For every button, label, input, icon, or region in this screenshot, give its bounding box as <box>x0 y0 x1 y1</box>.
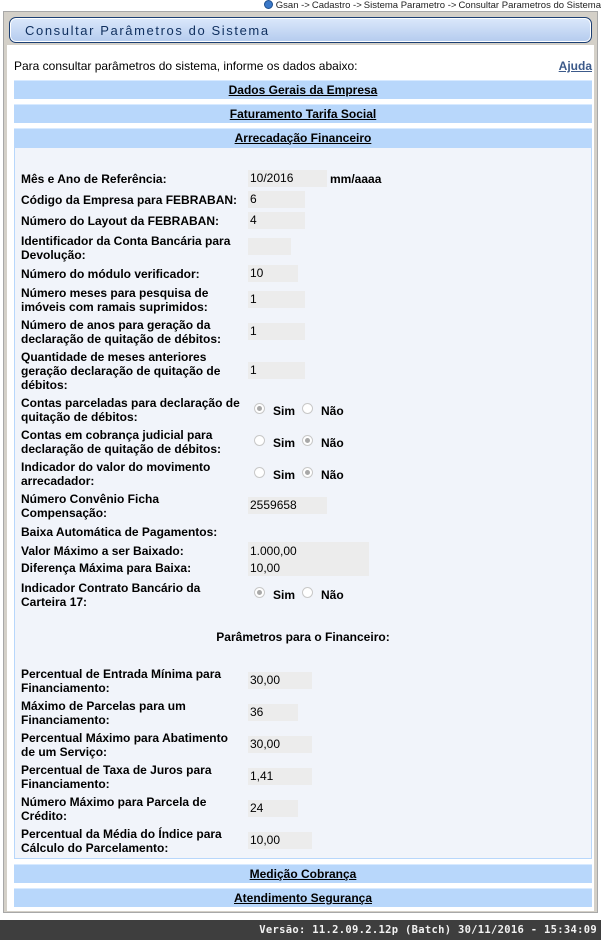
mes-ano-field[interactable]: 10/2016 <box>248 170 327 187</box>
convenio-label <box>21 492 159 520</box>
label-line: Financiamento: <box>21 713 110 727</box>
arrecadacao-panel <box>14 147 592 859</box>
breadcrumb-separator: -> <box>353 0 362 11</box>
parcela-credito-field[interactable]: 24 <box>248 800 298 817</box>
label-line: declaração de quitação de débitos: <box>21 332 222 346</box>
baixa-automatica-label: Baixa Automática de Pagamentos: <box>21 525 218 539</box>
label-line: Quantidade de meses anteriores <box>21 350 207 364</box>
section-arrecadacao[interactable]: Arrecadação Financeiro <box>14 128 592 147</box>
section-dados-gerais[interactable]: Dados Gerais da Empresa <box>14 80 592 99</box>
version-footer: Versão: 11.2.09.2.12p (Batch) 30/11/2016 - 15:34:09 <box>0 920 601 940</box>
modulo-label: Número do módulo verificador: <box>21 267 200 281</box>
home-icon[interactable] <box>264 0 273 9</box>
label-line: Indicador Contrato Bancário da <box>21 581 201 595</box>
label-line: quitação de débitos: <box>21 410 138 424</box>
label-line: Crédito: <box>21 809 67 823</box>
label-line: Percentual de Taxa de Juros para <box>21 763 212 777</box>
label-line: declaração de quitação de débitos: <box>21 442 222 456</box>
financeiro-heading: Parâmetros para o Financeiro: <box>216 630 390 644</box>
max-parcelas-label <box>21 699 186 727</box>
contas-cobranca-label <box>21 428 221 456</box>
contas-parceladas-nao-radio[interactable] <box>302 403 313 414</box>
label-line: de um Serviço: <box>21 745 108 759</box>
indicador-movimento-sim-radio[interactable] <box>254 467 265 478</box>
radio-label-nao: Não <box>321 588 344 602</box>
radio-label-nao: Não <box>321 436 344 450</box>
indicador-movimento-nao-radio[interactable] <box>302 467 313 478</box>
radio-label-sim: Sim <box>273 468 296 482</box>
label-line: Percentual Máximo para Abatimento <box>21 731 228 745</box>
breadcrumb-item-gsan[interactable]: Gsan <box>275 0 299 11</box>
label-line: Percentual de Entrada Mínima para <box>21 667 222 681</box>
contrato-carteira-label <box>21 581 200 609</box>
contas-parceladas-label <box>21 396 240 424</box>
label-line: Contas parceladas para declaração de <box>21 396 240 410</box>
contrato-carteira-nao-radio[interactable] <box>302 587 313 598</box>
main-content <box>7 45 594 911</box>
label-line: Financiamento: <box>21 777 110 791</box>
breadcrumb-separator: -> <box>447 0 457 11</box>
label-line: Número Máximo para Parcela de <box>21 795 207 809</box>
codigo-empresa-label: Código da Empresa para FEBRABAN: <box>21 193 238 207</box>
radio-label-nao: Não <box>321 468 344 482</box>
convenio-field[interactable]: 2559658 <box>248 497 327 514</box>
conta-devolucao-field[interactable] <box>248 238 291 255</box>
diferenca-maxima-label: Diferença Máxima para Baixa: <box>21 561 192 575</box>
radio-label-nao: Não <box>321 404 344 418</box>
meses-pesquisa-field[interactable]: 1 <box>248 291 305 308</box>
codigo-empresa-field[interactable]: 6 <box>248 191 305 208</box>
juros-label <box>21 763 212 791</box>
abatimento-field[interactable]: 30,00 <box>248 736 312 753</box>
label-line: Número Convênio Ficha <box>21 492 160 506</box>
meses-anteriores-field[interactable]: 1 <box>248 362 305 379</box>
mes-ano-label: Mês e Ano de Referência: <box>21 172 167 186</box>
label-line: Carteira 17: <box>21 595 88 609</box>
media-indice-label <box>21 827 222 855</box>
anos-quitacao-field[interactable]: 1 <box>248 323 305 340</box>
contas-cobranca-nao-radio[interactable] <box>302 435 313 446</box>
page-title-box <box>9 17 592 43</box>
anos-quitacao-label <box>21 318 221 346</box>
label-line: Número de anos para geração da <box>21 318 211 332</box>
breadcrumb-item-sistema-parametro[interactable]: Sistema Parametro <box>363 0 446 11</box>
intro-text: Para consultar parâmetros do sistema, informe os dados abaixo: <box>14 59 358 73</box>
breadcrumb-item-cadastro[interactable]: Cadastro <box>311 0 351 11</box>
radio-label-sim: Sim <box>273 436 296 450</box>
media-indice-field[interactable]: 10,00 <box>248 832 312 849</box>
label-line: Devolução: <box>21 248 86 262</box>
mes-ano-unit: mm/aaaa <box>330 172 382 186</box>
label-line: Número meses para pesquisa de <box>21 286 209 300</box>
label-line: Percentual da Média do Índice para <box>21 827 222 841</box>
meses-pesquisa-label <box>21 286 208 314</box>
layout-label: Número do Layout da FEBRABAN: <box>21 214 219 228</box>
label-line: Compensação: <box>21 506 108 520</box>
contrato-carteira-sim-radio[interactable] <box>254 587 265 598</box>
breadcrumb-item-current: Consultar Parametros do Sistema <box>458 0 601 11</box>
help-link[interactable]: Ajuda <box>558 59 592 73</box>
indicador-movimento-label <box>21 460 210 488</box>
contas-parceladas-sim-radio[interactable] <box>254 403 265 414</box>
section-atendimento[interactable]: Atendimento Segurança <box>14 888 592 907</box>
label-line: arrecadador: <box>21 474 95 488</box>
label-line: débitos: <box>21 378 68 392</box>
section-faturamento[interactable]: Faturamento Tarifa Social <box>14 104 592 123</box>
label-line: Indicador do valor do movimento <box>21 460 211 474</box>
max-parcelas-field[interactable]: 36 <box>248 704 298 721</box>
label-line: Identificador da Conta Bancária para <box>21 234 231 248</box>
entrada-minima-field[interactable]: 30,00 <box>248 672 312 689</box>
label-line: Financiamento: <box>21 681 110 695</box>
parcela-credito-label <box>21 795 206 823</box>
radio-label-sim: Sim <box>273 588 296 602</box>
abatimento-label <box>21 731 228 759</box>
valor-maximo-label: Valor Máximo a ser Baixado: <box>21 544 184 558</box>
label-line: Contas em cobrança judicial para <box>21 428 213 442</box>
contas-cobranca-sim-radio[interactable] <box>254 435 265 446</box>
meses-anteriores-label <box>21 350 220 392</box>
page-title: Consultar Parâmetros do Sistema <box>25 23 270 38</box>
entrada-minima-label <box>21 667 221 695</box>
label-line: Cálculo do Parcelamento: <box>21 841 169 855</box>
label-line: Máximo de Parcelas para um <box>21 699 186 713</box>
section-medicao[interactable]: Medição Cobrança <box>14 864 592 883</box>
juros-field[interactable]: 1,41 <box>248 768 312 785</box>
modulo-field[interactable]: 10 <box>248 265 298 282</box>
layout-field[interactable]: 4 <box>248 212 305 229</box>
diferenca-maxima-field[interactable]: 10,00 <box>250 561 281 575</box>
breadcrumb-separator: -> <box>301 0 310 11</box>
label-line: imóveis com ramais suprimidos: <box>21 300 208 314</box>
valor-maximo-field[interactable]: 1.000,00 <box>250 544 297 558</box>
label-line: geração declaração de quitação de <box>21 364 221 378</box>
conta-devolucao-label <box>21 234 230 262</box>
radio-label-sim: Sim <box>273 404 296 418</box>
